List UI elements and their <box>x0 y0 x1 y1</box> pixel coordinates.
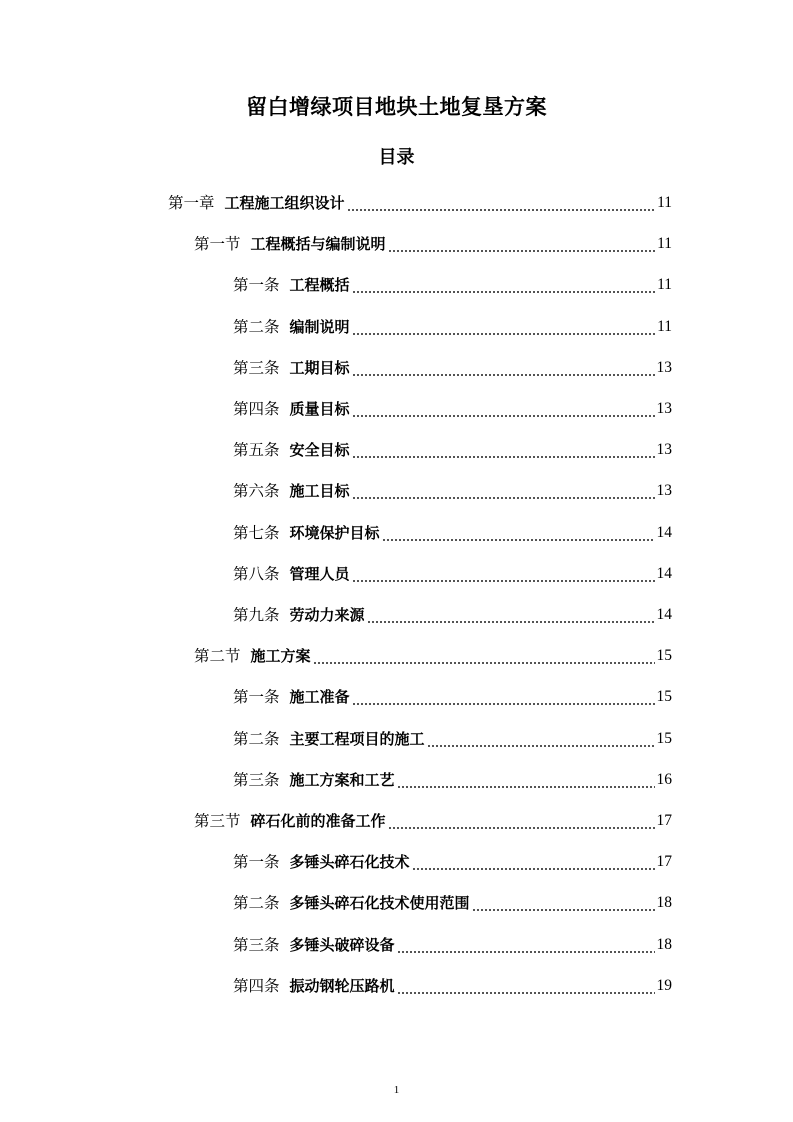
toc-entry-page: 13 <box>656 358 672 376</box>
toc-entry-number: 第一章 <box>168 194 215 212</box>
toc-entry-title: 编制说明 <box>289 317 350 336</box>
toc-entry-title: 工程概括与编制说明 <box>250 235 386 254</box>
toc-dot-leader <box>472 892 655 914</box>
toc-entry-page: 11 <box>657 317 672 335</box>
toc-entry[interactable] <box>168 184 672 214</box>
toc-entry-number: 第一节 <box>194 235 241 254</box>
toc-entry-page: 13 <box>656 400 672 417</box>
toc-entry-number: 第一条 <box>233 688 280 707</box>
toc-entry[interactable] <box>233 266 672 296</box>
toc-dot-leader <box>388 810 655 832</box>
toc-entry-page: 15 <box>656 688 672 706</box>
toc-entry-page: 13 <box>656 441 672 459</box>
toc-entry-title: 施工准备 <box>289 688 350 707</box>
toc-entry[interactable] <box>233 390 672 420</box>
toc-entry-page: 19 <box>656 976 672 994</box>
toc-dot-leader <box>412 851 655 873</box>
toc-entry-number: 第三条 <box>233 770 280 789</box>
toc-entry-title: 主要工程项目的施工 <box>289 729 425 748</box>
toc-heading: 目录 <box>378 147 415 168</box>
toc-entry[interactable] <box>233 926 672 956</box>
toc-entry[interactable] <box>233 431 672 461</box>
toc-dot-leader <box>352 398 655 420</box>
toc-entry[interactable] <box>233 555 672 585</box>
toc-entry-title: 工程概括 <box>289 276 350 295</box>
toc-entry-title: 工期目标 <box>289 358 350 377</box>
toc-entry[interactable] <box>233 308 672 338</box>
toc-entry[interactable] <box>233 843 672 873</box>
toc-entry-page: 13 <box>656 482 672 500</box>
toc-entry-title: 施工目标 <box>289 482 350 501</box>
toc-entry-title: 施工方案和工艺 <box>289 770 395 789</box>
toc-entry[interactable] <box>194 802 672 832</box>
toc-entry[interactable] <box>233 678 672 708</box>
toc-entry[interactable] <box>233 720 672 750</box>
toc-entry-title: 多锤头碎石化技术 <box>289 853 410 872</box>
toc-entry-number: 第九条 <box>233 606 280 624</box>
toc-entry-page: 17 <box>656 812 672 829</box>
toc-entry-number: 第五条 <box>233 441 280 460</box>
toc-entry-title: 振动钢轮压路机 <box>289 976 395 995</box>
toc-entry-number: 第四条 <box>233 976 280 995</box>
toc-dot-leader <box>352 686 655 708</box>
toc-entry[interactable] <box>233 514 672 544</box>
toc-dot-leader <box>352 357 655 379</box>
toc-entry-page: 14 <box>656 606 672 623</box>
toc-entry-title: 工程施工组织设计 <box>224 194 345 212</box>
toc-entry-number: 第三条 <box>233 358 280 377</box>
toc-entry[interactable] <box>233 884 672 914</box>
toc-entry[interactable] <box>194 225 672 255</box>
toc-dot-leader <box>367 604 655 626</box>
toc-entry-title: 劳动力来源 <box>289 606 365 624</box>
toc-entry-page: 15 <box>656 647 672 665</box>
toc-entry-number: 第一条 <box>233 276 280 295</box>
toc-entry-number: 第六条 <box>233 482 280 501</box>
toc-entry-title: 多锤头破碎设备 <box>289 935 395 954</box>
toc-entry-title: 碎石化前的准备工作 <box>250 812 386 830</box>
toc-dot-leader <box>397 769 655 791</box>
toc-entry-page: 11 <box>657 276 672 294</box>
toc-dot-leader <box>352 316 656 338</box>
toc-dot-leader <box>397 975 655 997</box>
toc-dot-leader <box>397 934 655 956</box>
toc-entry[interactable] <box>233 349 672 379</box>
toc-entry-title: 管理人员 <box>289 564 350 583</box>
toc-entry-page: 11 <box>657 235 672 253</box>
toc-dot-leader <box>427 728 655 750</box>
document-title: 留白增绿项目地块土地复垦方案 <box>246 95 547 119</box>
toc-entry-page: 18 <box>656 935 672 953</box>
toc-dot-leader <box>352 274 656 296</box>
toc-dot-leader <box>352 480 655 502</box>
toc-entry-page: 15 <box>656 729 672 747</box>
toc-dot-leader <box>347 192 656 214</box>
toc-entry-number: 第八条 <box>233 564 280 583</box>
toc-entry-page: 17 <box>656 853 672 871</box>
toc-entry-page: 18 <box>656 894 672 912</box>
toc-dot-leader <box>382 522 655 544</box>
toc-entry-number: 第七条 <box>233 523 280 542</box>
toc-entry[interactable] <box>233 761 672 791</box>
toc-entry-number: 第二条 <box>233 317 280 336</box>
toc-entry-title: 安全目标 <box>289 441 350 460</box>
toc-entry-page: 14 <box>656 564 672 582</box>
toc-entry[interactable] <box>194 637 672 667</box>
toc-entry-number: 第三条 <box>233 935 280 954</box>
toc-entry-page: 14 <box>656 523 672 541</box>
toc-entry-number: 第一条 <box>233 853 280 872</box>
toc-entry-number: 第四条 <box>233 400 280 418</box>
toc-entry-title: 多锤头碎石化技术使用范围 <box>289 894 470 913</box>
toc-entry-number: 第二条 <box>233 894 280 913</box>
toc-entry[interactable] <box>233 596 672 626</box>
toc-dot-leader <box>352 563 655 585</box>
toc-entry-title: 施工方案 <box>250 647 311 666</box>
toc-dot-leader <box>388 233 656 255</box>
toc-entry[interactable] <box>233 472 672 502</box>
toc-entry-title: 环境保护目标 <box>289 523 380 542</box>
toc-dot-leader <box>313 645 655 667</box>
toc-entry-title: 质量目标 <box>289 400 350 418</box>
toc-entry-number: 第二节 <box>194 647 241 666</box>
toc-entry-number: 第二条 <box>233 729 280 748</box>
toc-dot-leader <box>352 439 655 461</box>
page-number: 1 <box>393 1084 400 1096</box>
toc-entry-page: 16 <box>656 770 672 788</box>
toc-entry[interactable] <box>233 967 672 997</box>
toc-entry-page: 11 <box>657 194 672 211</box>
toc-entry-number: 第三节 <box>194 812 241 830</box>
